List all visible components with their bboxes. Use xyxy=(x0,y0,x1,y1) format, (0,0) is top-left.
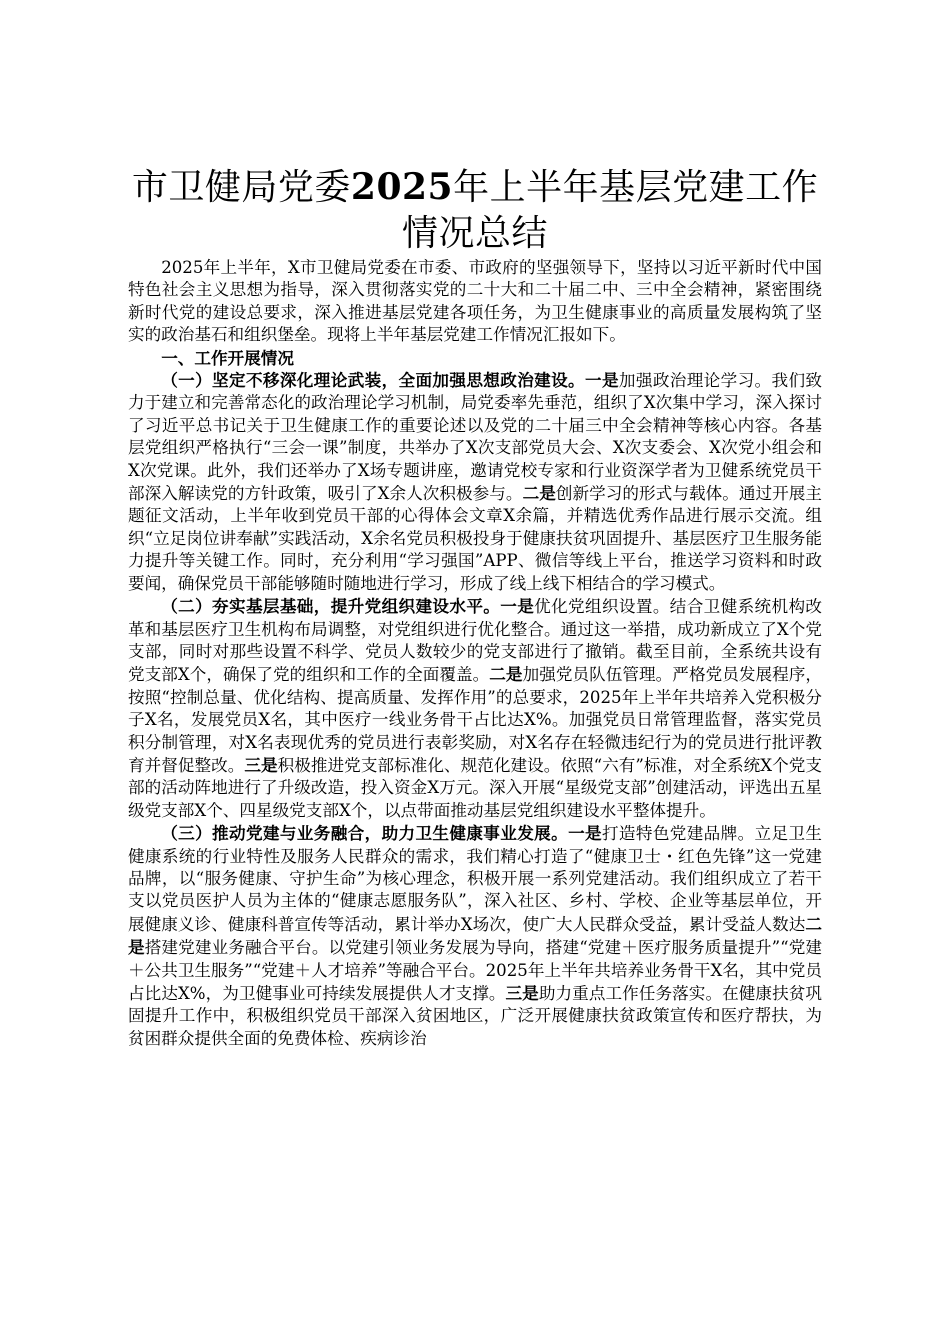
keyword-third: 三是 xyxy=(244,754,278,775)
text-organization-2: 加强党员队伍管理。严格党员发展程序，按照“控制总量、优化结构、提高质量、发挥作用”的总要求，2025年上半年共培养入党积极分子X名，发展党员X名，其中医疗一线业务骨干占比达X%。加强党员日常管理监督，落实党员积分制管理，对X名表现优秀的党员进行表彰奖励，对X名存在轻微违纪行为的党员进行批评教育并督促整改。 xyxy=(128,665,823,775)
text-integration-1: 打造特色党建品牌。立足卫生健康系统的行业特性及服务人民群众的需求，我们精心打造了“健康卫士・红色先锋”这一党建品牌，以“服务健康、守护生命”为核心理念，积极开展一系列党建活动。我们组织成立了若干支以党员医护人员为主体的“健康志愿服务队”，深入社区、乡村、学校、企业等基层单位，开展健康义诊、健康科普宣传等活动，累计举办X场次，使广大人民群众受益，累计受益人数达 xyxy=(128,824,822,934)
keyword-first: 一是 xyxy=(585,370,619,391)
document-title xyxy=(128,164,822,257)
text-organization-3: 积极推进党支部标准化、规范化建设。依照“六有”标准，对全系统X个党支部的活动阵地进行了升级改造，投入资金X万元。深入开展“星级党支部”创建活动，评选出五星级党支部X个、四星级党支部X个，以点带面推动基层党组织建设水平整体提升。 xyxy=(128,755,823,820)
title-suffix: 年上半年基层党建工作情况总结 xyxy=(401,167,819,254)
keyword-second: 二是 xyxy=(489,664,523,685)
keyword-first: 一是 xyxy=(568,823,602,844)
text-integration-2: 搭建党建业务融合平台。以党建引领业务发展为导向，搭建“党建＋医疗服务质量提升”“党建＋公共卫生服务”“党建＋人才培养”等融合平台。2025年上半年共培养业务骨干X名，其中党员占比达X%，为卫健事业可持续发展提供人才支撑。 xyxy=(128,938,823,1003)
text-organization-1: 优化党组织设置。结合卫健系统机构改革和基层医疗卫生机构布局调整，对党组织进行优化整合。通过这一举措，成功新成立了X个党支部，同时对那些设置不科学、党员人数较少的党支部进行了撤销。截至目前，全系统共设有党支部X个，确保了党的组织和工作的全面覆盖。 xyxy=(128,597,822,685)
subheading-integration: （三）推动党建与业务融合，助力卫生健康事业发展。 xyxy=(161,823,569,844)
keyword-second: 二是 xyxy=(522,483,556,504)
document-body xyxy=(128,257,822,1050)
title-prefix: 市卫健局党委 xyxy=(131,167,351,208)
subheading-organization: （二）夯实基层基础，提升党组织建设水平。 xyxy=(161,596,501,617)
keyword-third: 三是 xyxy=(505,983,539,1003)
text-integration-3: 助力重点工作任务落实。在健康扶贫巩固提升工作中，积极组织党员干部深入贫困地区，广泛开展健康扶贫政策宣传和医疗帮扶，为贫困群众提供全面的免费体检、疾病诊治 xyxy=(128,984,822,1048)
section-heading-work: 一、工作开展情况 xyxy=(161,347,294,368)
intro-paragraph: 2025年上半年，X市卫健局党委在市委、市政府的坚强领导下，坚持以习近平新时代中国特色社会主义思想为指导，深入贯彻落实党的二十大和二十届二中、三中全会精神，紧密围绕新时代党的建设总要求，深入推进基层党建各项任务，为卫生健康事业的高质量发展构筑了坚实的政治基石和组织堡垒。现将上半年基层党建工作情况汇报如下。 xyxy=(128,258,822,345)
paragraph-organization xyxy=(128,595,822,822)
keyword-first: 一是 xyxy=(500,596,535,617)
paragraph-integration xyxy=(128,822,822,1050)
subheading-theory: （一）坚定不移深化理论武装，全面加强思想政治建设。 xyxy=(161,370,586,391)
text-theory-2: 创新学习的形式与载体。通过开展主题征文活动，上半年收到党员干部的心得体会文章X余篇，并精选优秀作品进行展示交流。组织“立足岗位讲奉献”实践活动，X余名党员积极投身于健康扶贫巩固提升、基层医疗卫生服务能力提升等关键工作。同时，充分利用“学习强国”APP、微信等线上平台，推送学习资料和时政要闻，确保党员干部能够随时随地进行学习，形成了线上线下相结合的学习模式。 xyxy=(128,484,823,593)
text-theory-1: 加强政治理论学习。我们致力于建立和完善常态化的政治理论学习机制，局党委率先垂范，组织了X次集中学习，深入探讨了习近平总书记关于卫生健康工作的重要论述以及党的二十届三中全会精神等核心内容。各基层党组织严格执行“三会一课”制度，共举办了X次支部党员大会、X次支委会、X次党小组会和X次党课。此外，我们还举办了X场专题讲座，邀请党校专家和行业资深学者为卫健系统党员干部深入解读党的方针政策，吸引了X余人次积极参与。 xyxy=(128,371,822,504)
document-page xyxy=(128,164,822,1050)
title-year: 2025 xyxy=(350,166,454,208)
keyword-second: 二是 xyxy=(128,913,822,958)
paragraph-theory xyxy=(128,369,822,595)
